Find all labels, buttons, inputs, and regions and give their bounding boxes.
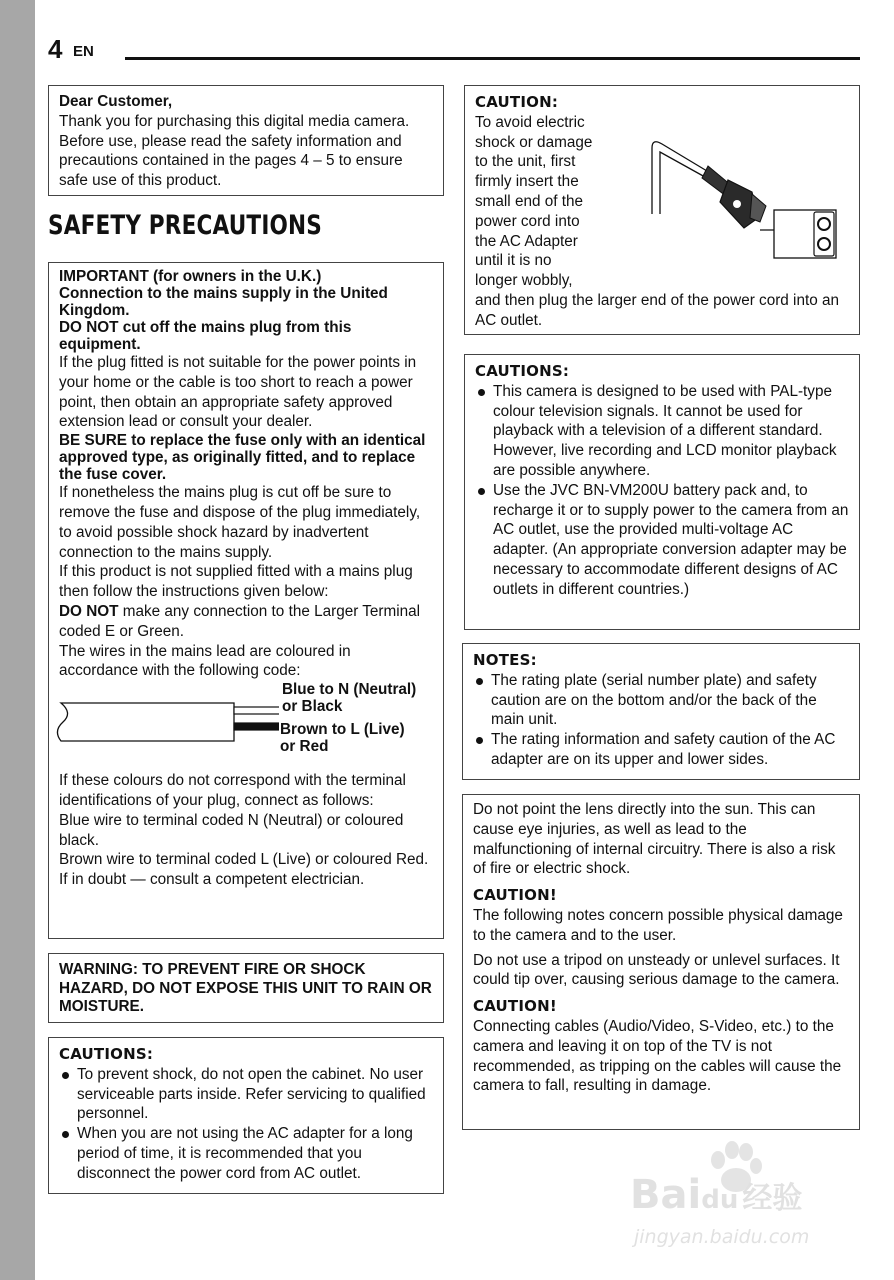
caution-line: to the unit, first: [475, 153, 576, 171]
uk-connection: Connection to the mains supply in the United Kingdom.: [59, 285, 388, 319]
uk-para-not-supplied: If this product is not supplied fitted with a mains plug then follow the instructions given below:: [59, 563, 413, 601]
caution-line: shock or damage: [475, 133, 593, 151]
list-item: This camera is designed to be used with PAL-type colour television signals. It cannot be used for playback with a television of a different standard. However, live recording and LCD monitor playback are possible anywhere.: [475, 382, 849, 481]
warning-box: [48, 953, 444, 1023]
notes-title: NOTES:: [473, 651, 537, 669]
wire-diagram: [49, 681, 433, 771]
page-edge-bar: [0, 0, 35, 1280]
watermark-cn: 经验: [742, 1181, 803, 1216]
intro-box: [48, 85, 444, 196]
caution-line: firmly insert the: [475, 173, 579, 191]
wire-brown-label: Brown to L (Live): [280, 721, 405, 739]
wire-blue-alt: or Black: [282, 698, 343, 716]
sun-caution-box: [462, 794, 860, 1130]
uk-para-blue: Blue wire to terminal coded N (Neutral) or coloured black.: [59, 811, 404, 849]
sun-warning-text: Do not point the lens directly into the sun. This can cause eye injuries, as well as lead to the malfunctioning of internal circuitry. There is also a risk of fire or electric shock.: [473, 801, 836, 878]
watermark-brand: Bai: [630, 1172, 702, 1218]
caution-line: the AC Adapter: [475, 232, 578, 250]
list-item: To prevent shock, do not open the cabinet. No user serviceable parts inside. Refer servicing to qualified personnel.: [59, 1065, 433, 1124]
caution-line: small end of the: [475, 192, 583, 210]
wire-brown-alt: or Red: [280, 738, 329, 756]
caution-power-cord-title: CAUTION:: [475, 93, 559, 111]
intro-text: Thank you for purchasing this digital media camera. Before use, please read the safety information and precautions contained in the pages 4 – 5 to ensure safe use of this product.: [59, 112, 410, 190]
caution-line: power cord into: [475, 212, 580, 230]
uk-important: IMPORTANT (for owners in the U.K.): [59, 268, 322, 285]
caution-power-cord-tail: and then plug the larger end of the power cord into an AC outlet.: [475, 291, 839, 329]
caution-line: To avoid electric: [475, 113, 585, 131]
uk-para-brown: Brown wire to terminal coded L (Live) or coloured Red.: [59, 851, 429, 869]
uk-be-sure: BE SURE to replace the fuse only with an identical approved type, as originally fitted, and to replace the fuse cover.: [59, 432, 426, 484]
baidu-watermark: [630, 1140, 840, 1270]
caution-cables-title: CAUTION!: [473, 997, 557, 1016]
caution-physical-text: The following notes concern possible physical damage to the camera and to the user.: [473, 906, 843, 944]
uk-do-not-cut: DO NOT cut off the mains plug from this equipment.: [59, 319, 352, 353]
cautions-left-list: [59, 1065, 433, 1184]
uk-larger-terminal: make any connection to the Larger Terminal coded E or Green.: [59, 602, 421, 640]
page-language: EN: [73, 43, 94, 60]
cautions-left-title: CAUTIONS:: [59, 1045, 154, 1063]
wire-blue-label: Blue to N (Neutral): [282, 681, 417, 699]
warning-text: WARNING: TO PREVENT FIRE OR SHOCK HAZARD, DO NOT EXPOSE THIS UNIT TO RAIN OR MOISTURE.: [59, 961, 432, 1015]
watermark-brand2: du: [701, 1185, 739, 1215]
power-cord-plug-figure: [640, 136, 840, 266]
list-item: Use the JVC BN-VM200U battery pack and, to recharge it or to supply power to the camera from an AC outlet, use the provided multi-voltage AC adapter. (An appropriate conversion adapter may be necessary to accommodate different designs of AC outlets in different countries.): [475, 481, 849, 600]
header-rule: [125, 57, 860, 60]
uk-para-larger-terminal: [59, 602, 433, 642]
uk-mains-box: [48, 262, 444, 939]
cautions-right-list: [475, 382, 849, 600]
cautions-right-title: CAUTIONS:: [475, 362, 570, 380]
caution-line: until it is no: [475, 252, 552, 270]
uk-para-cutoff: If nonetheless the mains plug is cut off be sure to remove the fuse and dispose of the plug immediately, to avoid possible shock hazard by inadvertent connection to the mains supply.: [59, 484, 421, 561]
section-title: SAFETY PRECAUTIONS: [48, 210, 322, 241]
uk-do-not: DO NOT: [59, 602, 119, 620]
notes-list: [473, 671, 849, 770]
caution-cables-text: Connecting cables (Audio/Video, S-Video, etc.) to the camera and leaving it on top of the TV is not recommended, as tripping on the cables will cause the camera to fall, resulting in damage.: [473, 1017, 842, 1095]
page-number: 4: [48, 34, 63, 64]
list-item: The rating plate (serial number plate) and safety caution are on the bottom and/or the back of the main unit.: [473, 671, 849, 730]
list-item: The rating information and safety caution of the AC adapter are on its upper and lower sides.: [473, 730, 849, 770]
wire-diagram-figure: [49, 691, 279, 761]
watermark-url: jingyan.baidu.com: [634, 1226, 810, 1248]
cautions-right-box: [464, 354, 860, 630]
uk-para-extension: If the plug fitted is not suitable for the power points in your home or the cable is too short to reach a power point, then obtain an appropriate safety approved extension lead or consult your dealer.: [59, 354, 417, 431]
caution-physical-title: CAUTION!: [473, 886, 557, 905]
intro-title: Dear Customer,: [59, 93, 173, 110]
uk-para-colours: If these colours do not correspond with the terminal identifications of your plug, connect as follows:: [59, 772, 406, 809]
notes-box: [462, 643, 860, 780]
uk-para-wires: The wires in the mains lead are coloured in accordance with the following code:: [59, 642, 351, 680]
caution-tripod-text: Do not use a tripod on unsteady or unlevel surfaces. It could tip over, causing serious damage to the camera.: [473, 951, 840, 989]
caution-power-cord-box: [464, 85, 860, 335]
list-item: When you are not using the AC adapter for a long period of time, it is recommended that you disconnect the power cord from AC outlet.: [59, 1124, 433, 1183]
cautions-left-box: [48, 1037, 444, 1194]
caution-line: longer wobbly,: [475, 272, 573, 290]
uk-para-doubt: If in doubt — consult a competent electrician.: [59, 871, 365, 889]
